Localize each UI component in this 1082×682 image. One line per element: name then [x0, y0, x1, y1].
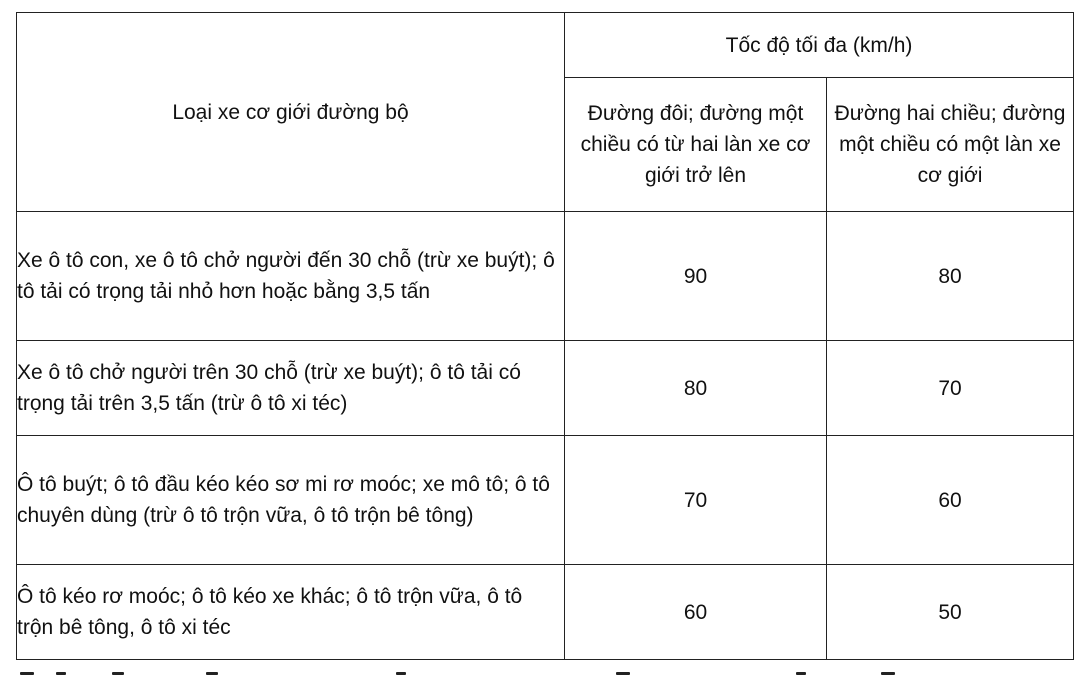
- divided-speed-cell: 90: [565, 212, 827, 341]
- vehicle-cell: Xe ô tô chở người trên 30 chỗ (trừ xe buýt); ô tô tải có trọng tải trên 3,5 tấn (trừ ô tô xi téc): [17, 341, 565, 436]
- vehicle-cell: Ô tô kéo rơ moóc; ô tô kéo xe khác; ô tô trộn vữa, ô tô trộn bê tông, ô tô xi téc: [17, 565, 565, 660]
- cropped-next-line-text: [16, 672, 1073, 682]
- table-body: [17, 212, 1074, 660]
- vehicle-type-header: Loại xe cơ giới đường bộ: [17, 13, 565, 212]
- table-row: [17, 212, 1074, 341]
- divided-speed-cell: 80: [565, 341, 827, 436]
- vehicle-cell: Ô tô buýt; ô tô đầu kéo kéo sơ mi rơ moóc; xe mô tô; ô tô chuyên dùng (trừ ô tô trộn vữa, ô tô trộn bê tông): [17, 436, 565, 565]
- two-way-speed-cell: 60: [827, 436, 1074, 565]
- two-way-speed-cell: 70: [827, 341, 1074, 436]
- table-row: [17, 436, 1074, 565]
- max-speed-header: Tốc độ tối đa (km/h): [565, 13, 1074, 78]
- two-way-speed-cell: 50: [827, 565, 1074, 660]
- table-row: [17, 341, 1074, 436]
- two-way-road-header: Đường hai chiều; đường một chiều có một làn xe cơ giới: [827, 78, 1074, 212]
- vehicle-cell: Xe ô tô con, xe ô tô chở người đến 30 chỗ (trừ xe buýt); ô tô tải có trọng tải nhỏ hơn hoặc bằng 3,5 tấn: [17, 212, 565, 341]
- speed-limit-table: [16, 12, 1074, 660]
- divided-road-header: Đường đôi; đường một chiều có từ hai làn xe cơ giới trở lên: [565, 78, 827, 212]
- table-header: [17, 13, 1074, 212]
- divided-speed-cell: 70: [565, 436, 827, 565]
- table-row: [17, 565, 1074, 660]
- divided-speed-cell: 60: [565, 565, 827, 660]
- two-way-speed-cell: 80: [827, 212, 1074, 341]
